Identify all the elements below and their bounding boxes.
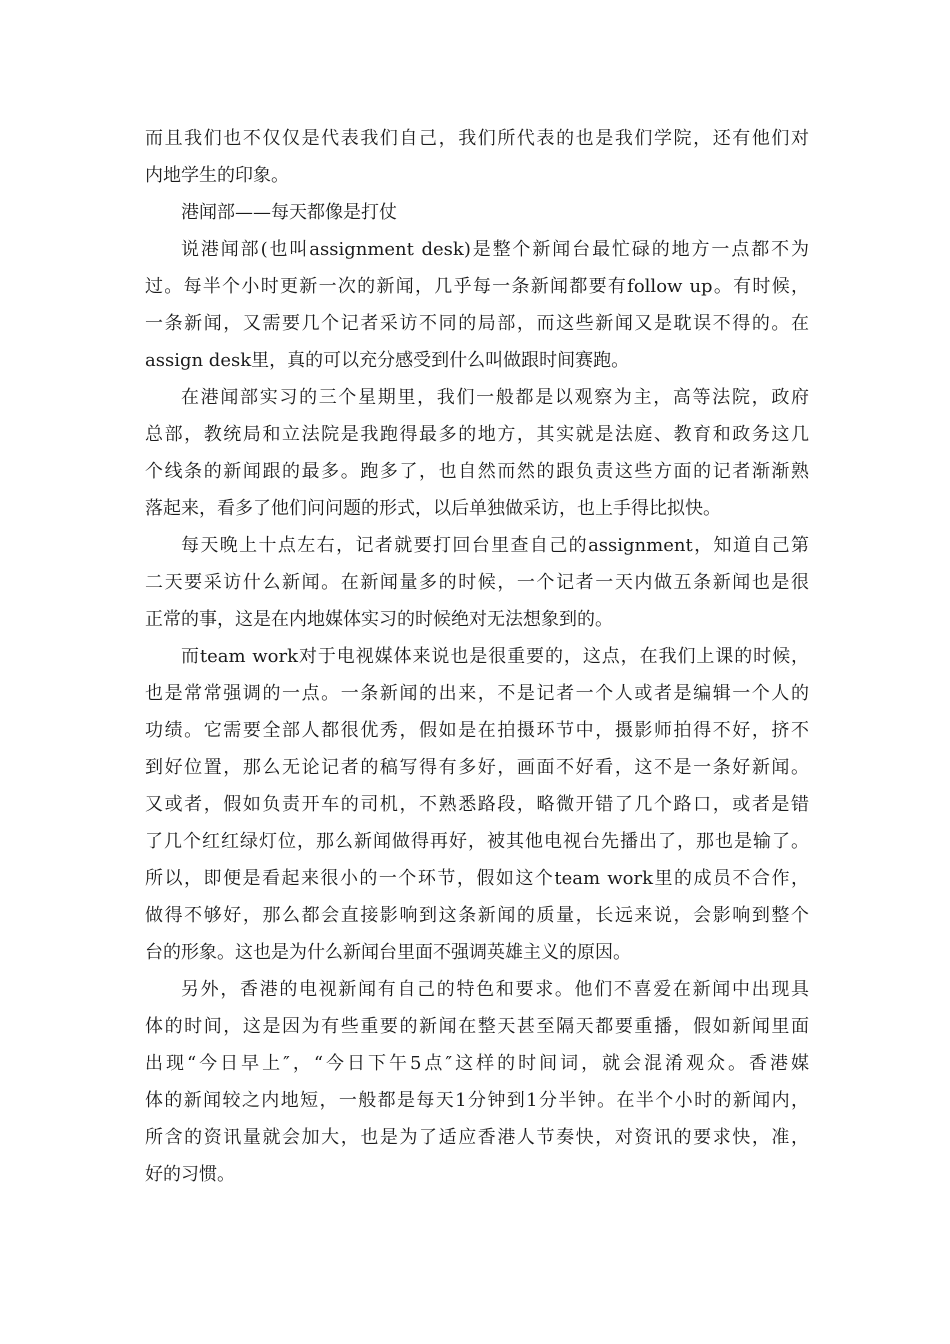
text-line: 而team work对于电视媒体来说也是很重要的，这点，在我们上课的时候， (181, 646, 809, 667)
text-line: 内地学生的印象。 (145, 165, 289, 186)
text-line: 体的新闻较之内地短，一般都是每天1分钟到1分半钟。在半个小时的新闻内， (145, 1090, 809, 1111)
text-line: 到好位置，那么无论记者的稿写得有多好，画面不好看，这不是一条好新闻。 (145, 757, 809, 778)
text-line: 总部，教统局和立法院是我跑得最多的地方，其实就是法庭、教育和政务这几 (145, 424, 809, 445)
text-line: 出现“今日早上″，“今日下午5点″这样的时间词，就会混淆观众。香港媒 (145, 1053, 809, 1074)
text-line: 功绩。它需要全部人都很优秀，假如是在拍摄环节中，摄影师拍得不好，挤不 (145, 720, 809, 741)
text-line: 也是常常强调的一点。一条新闻的出来，不是记者一个人或者是编辑一个人的 (145, 683, 809, 704)
section-heading: 港闻部——每天都像是打仗 (181, 202, 397, 223)
text-line: 体的时间，这是因为有些重要的新闻在整天甚至隔天都要重播，假如新闻里面 (145, 1016, 809, 1037)
text-line: 每天晚上十点左右，记者就要打回台里查自己的assignment，知道自己第 (181, 535, 809, 556)
text-line: 正常的事，这是在内地媒体实习的时候绝对无法想象到的。 (145, 609, 613, 630)
text-line: 了几个红红绿灯位，那么新闻做得再好，被其他电视台先播出了，那也是输了。 (145, 831, 809, 852)
text-line: 二天要采访什么新闻。在新闻量多的时候，一个记者一天内做五条新闻也是很 (145, 572, 809, 593)
text-line: 在港闻部实习的三个星期里，我们一般都是以观察为主，高等法院，政府 (181, 387, 809, 408)
text-line: 台的形象。这也是为什么新闻台里面不强调英雄主义的原因。 (145, 942, 631, 963)
text-line: 个线条的新闻跟的最多。跑多了，也自然而然的跟负责这些方面的记者渐渐熟 (145, 461, 809, 482)
text-line: 另外，香港的电视新闻有自己的特色和要求。他们不喜爱在新闻中出现具 (181, 979, 809, 1000)
text-line: 一条新闻，又需要几个记者采访不同的局部，而这些新闻又是耽误不得的。在 (145, 313, 809, 334)
text-line: 做得不够好，那么都会直接影响到这条新闻的质量，长远来说，会影响到整个 (145, 905, 809, 926)
text-line: 又或者，假如负责开车的司机，不熟悉路段，略微开错了几个路口，或者是错 (145, 794, 809, 815)
text-line: 说港闻部(也叫assignment desk)是整个新闻台最忙碌的地方一点都不为 (181, 239, 809, 260)
text-line: 过。每半个小时更新一次的新闻，几乎每一条新闻都要有follow up。有时候， (145, 276, 809, 297)
text-line: assign desk里，真的可以充分感受到什么叫做跟时间赛跑。 (145, 350, 630, 371)
text-line: 好的习惯。 (145, 1164, 235, 1185)
body-text (145, 120, 809, 1193)
text-line: 所以，即便是看起来很小的一个环节，假如这个team work里的成员不合作， (145, 868, 809, 889)
text-line: 落起来，看多了他们问问题的形式，以后单独做采访，也上手得比拟快。 (145, 498, 721, 519)
text-line: 而且我们也不仅仅是代表我们自己，我们所代表的也是我们学院，还有他们对 (145, 128, 809, 149)
text-line: 所含的资讯量就会加大，也是为了适应香港人节奏快，对资讯的要求快，准， (145, 1127, 809, 1148)
